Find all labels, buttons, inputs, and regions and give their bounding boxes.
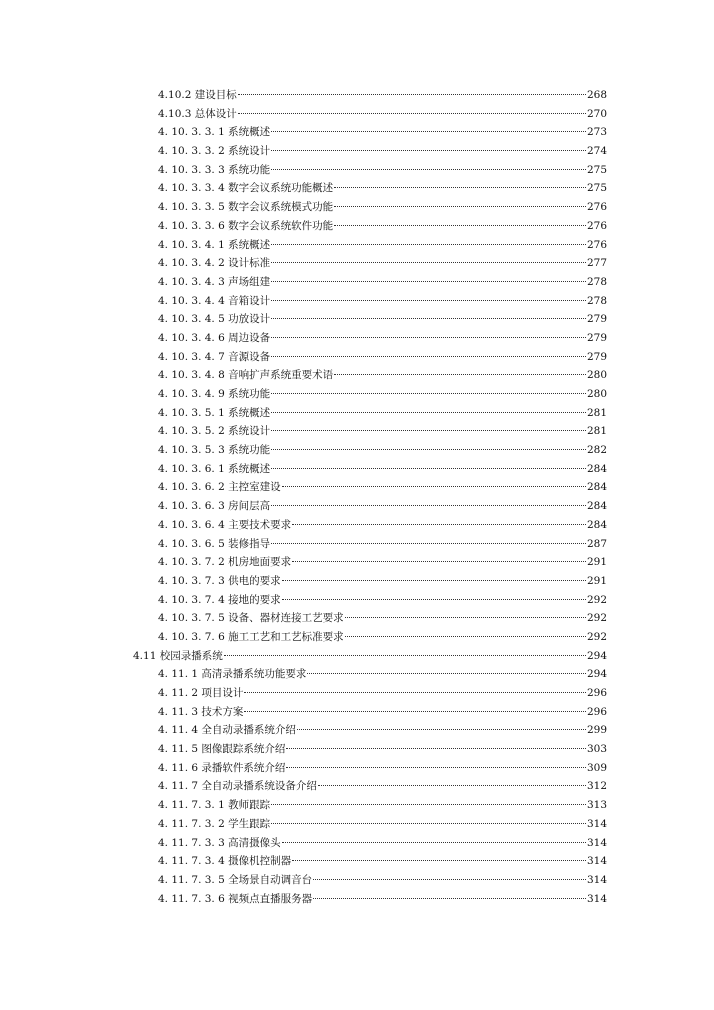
toc-dot-leader: [271, 356, 586, 357]
toc-dot-leader: [271, 169, 586, 170]
toc-dot-leader: [271, 412, 586, 413]
toc-entry-title: 4. 11. 6 录播软件系统介绍: [158, 761, 286, 774]
toc-dot-leader: [271, 318, 586, 319]
toc-dot-leader: [224, 655, 586, 656]
toc-entry[interactable]: [0, 105, 714, 124]
toc-entry-title: 4. 10. 3. 5. 2 系统设计: [158, 425, 271, 438]
toc-entry-page-number: 279: [586, 313, 607, 326]
toc-entry-page-number: 275: [586, 163, 607, 176]
toc-entry-page-number: 314: [586, 817, 607, 830]
toc-entry[interactable]: [0, 815, 714, 834]
toc-entry[interactable]: [0, 628, 714, 647]
toc-dot-leader: [271, 430, 586, 431]
toc-entry-title: 4. 11. 4 全自动录播系统介绍: [158, 724, 296, 737]
toc-entry-title: 4. 11. 7. 3. 2 学生跟踪: [158, 817, 271, 830]
toc-entry-title: 4. 10. 3. 6. 3 房间层高: [158, 500, 271, 513]
toc-entry-page-number: 296: [586, 687, 607, 699]
toc-entry-page-number: 299: [586, 724, 607, 737]
toc-entry-page-number: 276: [586, 238, 607, 251]
toc-entry[interactable]: [0, 497, 714, 516]
toc-entry-title: 4. 11. 7 全自动录播系统设备介绍: [158, 780, 317, 793]
toc-entry-title: 4. 10. 3. 3. 4 数字会议系统功能概述: [158, 182, 334, 195]
toc-entry-page-number: 268: [586, 89, 607, 101]
toc-entry[interactable]: [0, 852, 714, 871]
toc-entry[interactable]: [0, 871, 714, 890]
toc-entry-page-number: 287: [586, 537, 607, 550]
toc-entry-title: 4. 10. 3. 5. 3 系统功能: [158, 444, 271, 457]
toc-entry-title: 4. 10. 3. 7. 4 接地的要求: [158, 593, 281, 606]
toc-entry-page-number: 291: [586, 574, 607, 587]
toc-entry-title: 4. 10. 3. 4. 4 音箱设计: [158, 294, 271, 307]
toc-entry[interactable]: [0, 535, 714, 554]
toc-entry-title: 4.11 校园录播系统: [133, 649, 223, 662]
toc-entry[interactable]: [0, 292, 714, 311]
toc-entry[interactable]: [0, 329, 714, 348]
toc-entry-title: 4. 10. 3. 4. 6 周边设备: [158, 331, 271, 344]
toc-entry-page-number: 281: [586, 425, 607, 438]
toc-dot-leader: [271, 262, 586, 263]
toc-entry[interactable]: [0, 834, 714, 853]
toc-entry-title: 4. 10. 3. 7. 5 设备、器材连接工艺要求: [158, 612, 344, 625]
toc-entry[interactable]: [0, 441, 714, 460]
toc-entry-title: 4. 11. 7. 3. 4 摄像机控制器: [158, 855, 292, 868]
toc-entry[interactable]: [0, 796, 714, 815]
toc-entry[interactable]: [0, 591, 714, 610]
toc-entry-title: 4. 10. 3. 5. 1 系统概述: [158, 406, 271, 419]
toc-entry-title: 4. 10. 3. 7. 6 施工工艺和工艺标准要求: [158, 630, 344, 643]
toc-dot-leader: [292, 524, 586, 525]
toc-entry[interactable]: [0, 777, 714, 796]
toc-dot-leader: [238, 94, 586, 95]
toc-entry-title: 4. 11. 3 技术方案: [158, 705, 244, 718]
toc-entry-page-number: 273: [586, 126, 607, 139]
toc-entry-title: 4. 10. 3. 4. 1 系统概述: [158, 238, 271, 251]
toc-entry-page-number: 309: [586, 761, 607, 774]
toc-entry[interactable]: [0, 348, 714, 367]
toc-entry-title: 4. 10. 3. 6. 4 主要技术要求: [158, 518, 292, 531]
toc-dot-leader: [244, 692, 586, 693]
toc-dot-leader: [318, 785, 586, 786]
toc-dot-leader: [345, 617, 586, 618]
toc-entry-page-number: 291: [586, 556, 607, 569]
toc-entry-title: 4.10.2 建设目标: [158, 89, 237, 101]
toc-entry-title: 4. 10. 3. 4. 7 音源设备: [158, 350, 271, 363]
toc-entry[interactable]: [0, 703, 714, 722]
toc-entry[interactable]: [0, 310, 714, 329]
toc-entry-page-number: 280: [586, 369, 607, 382]
toc-entry[interactable]: [0, 217, 714, 236]
toc-entry[interactable]: [0, 478, 714, 497]
toc-entry-title: 4. 10. 3. 4. 2 设计标准: [158, 257, 271, 270]
toc-dot-leader: [292, 561, 586, 562]
toc-entry[interactable]: [0, 572, 714, 591]
toc-entry-page-number: 275: [586, 182, 607, 195]
toc-entry[interactable]: [0, 273, 714, 292]
toc-dot-leader: [271, 543, 586, 544]
toc-entry-title: 4. 10. 3. 3. 2 系统设计: [158, 145, 271, 158]
toc-entry[interactable]: [0, 179, 714, 198]
toc-dot-leader: [271, 337, 586, 338]
toc-dot-leader: [271, 468, 586, 469]
toc-entry-page-number: 312: [586, 780, 607, 793]
toc-dot-leader: [271, 281, 586, 282]
toc-dot-leader: [307, 673, 586, 674]
toc-entry-page-number: 279: [586, 350, 607, 363]
toc-entry-title: 4. 10. 3. 3. 3 系统功能: [158, 163, 271, 176]
toc-dot-leader: [282, 486, 586, 487]
toc-entry-title: 4. 10. 3. 4. 5 功放设计: [158, 313, 271, 326]
toc-dot-leader: [271, 804, 586, 805]
toc-entry-title: 4. 11. 7. 3. 6 视频点直播服务器: [158, 892, 313, 905]
toc-dot-leader: [286, 767, 586, 768]
toc-entry-page-number: 292: [586, 593, 607, 606]
toc-entry-page-number: 276: [586, 201, 607, 214]
toc-entry-page-number: 278: [586, 275, 607, 288]
toc-dot-leader: [238, 113, 586, 114]
toc-entry-page-number: 281: [586, 406, 607, 419]
toc-entry-title: 4. 10. 3. 4. 9 系统功能: [158, 388, 271, 400]
toc-entry-page-number: 314: [586, 836, 607, 849]
toc-dot-leader: [271, 131, 586, 132]
toc-entry[interactable]: [0, 254, 714, 273]
toc-dot-leader: [282, 599, 586, 600]
toc-entry[interactable]: [0, 460, 714, 479]
toc-dot-leader: [271, 300, 586, 301]
table-of-contents: [0, 86, 714, 908]
toc-entry-title: 4. 10. 3. 6. 5 装修指导: [158, 537, 271, 550]
toc-entry[interactable]: [0, 721, 714, 740]
toc-dot-leader: [334, 225, 586, 226]
toc-entry-title: 4. 11. 1 高清录播系统功能要求: [158, 668, 307, 681]
toc-entry-title: 4. 10. 3. 4. 8 音响扩声系统重要术语: [158, 369, 334, 382]
toc-dot-leader: [271, 244, 586, 245]
toc-entry-page-number: 280: [586, 388, 607, 400]
toc-dot-leader: [313, 898, 586, 899]
toc-entry[interactable]: [0, 236, 714, 255]
toc-entry-page-number: 284: [586, 518, 607, 531]
toc-entry-title: 4. 10. 3. 3. 6 数字会议系统软件功能: [158, 219, 334, 232]
toc-entry[interactable]: [0, 684, 714, 703]
toc-entry[interactable]: [0, 890, 714, 909]
toc-entry[interactable]: [0, 123, 714, 142]
toc-entry[interactable]: [0, 740, 714, 759]
toc-entry-title: 4. 10. 3. 6. 1 系统概述: [158, 462, 271, 475]
toc-entry-page-number: 292: [586, 630, 607, 643]
toc-entry-page-number: 296: [586, 705, 607, 718]
toc-entry[interactable]: [0, 86, 714, 105]
toc-entry-title: 4. 11. 2 项目设计: [158, 687, 244, 699]
toc-dot-leader: [334, 206, 586, 207]
toc-entry-page-number: 303: [586, 743, 607, 756]
toc-dot-leader: [292, 860, 586, 861]
toc-entry-page-number: 314: [586, 873, 607, 886]
toc-entry[interactable]: [0, 366, 714, 385]
toc-entry[interactable]: [0, 142, 714, 161]
toc-entry[interactable]: [0, 609, 714, 628]
toc-entry-page-number: 277: [586, 257, 607, 270]
toc-entry-title: 4. 10. 3. 3. 5 数字会议系统模式功能: [158, 201, 334, 214]
toc-entry-page-number: 276: [586, 219, 607, 232]
toc-entry-title: 4. 10. 3. 7. 2 机房地面要求: [158, 556, 292, 569]
toc-dot-leader: [271, 449, 586, 450]
toc-entry-page-number: 294: [586, 649, 607, 662]
toc-dot-leader: [286, 748, 586, 749]
toc-entry-title: 4.10.3 总体设计: [158, 107, 237, 120]
toc-entry-title: 4. 11. 7. 3. 5 全场景自动调音台: [158, 873, 313, 886]
toc-dot-leader: [271, 823, 586, 824]
toc-entry-page-number: 284: [586, 500, 607, 513]
toc-entry-page-number: 278: [586, 294, 607, 307]
toc-entry[interactable]: [0, 759, 714, 778]
toc-entry-page-number: 284: [586, 462, 607, 475]
toc-entry-page-number: 314: [586, 855, 607, 868]
toc-entry-page-number: 292: [586, 612, 607, 625]
toc-entry-title: 4. 11. 5 图像跟踪系统介绍: [158, 743, 286, 756]
toc-dot-leader: [334, 374, 586, 375]
toc-dot-leader: [297, 729, 586, 730]
toc-entry-page-number: 270: [586, 107, 607, 120]
toc-entry-title: 4. 11. 7. 3. 1 教师跟踪: [158, 799, 271, 812]
toc-entry-page-number: 313: [586, 799, 607, 812]
toc-entry-title: 4. 10. 3. 3. 1 系统概述: [158, 126, 271, 139]
toc-entry-page-number: 282: [586, 444, 607, 457]
toc-entry-page-number: 274: [586, 145, 607, 158]
toc-entry[interactable]: [0, 553, 714, 572]
toc-dot-leader: [244, 711, 586, 712]
toc-dot-leader: [271, 393, 586, 394]
toc-entry[interactable]: [0, 516, 714, 535]
toc-entry-page-number: 279: [586, 331, 607, 344]
toc-entry[interactable]: [0, 198, 714, 217]
toc-dot-leader: [271, 150, 586, 151]
toc-dot-leader: [271, 505, 586, 506]
toc-entry-title: 4. 10. 3. 4. 3 声场组建: [158, 275, 271, 288]
toc-entry-title: 4. 11. 7. 3. 3 高清摄像头: [158, 836, 281, 849]
toc-dot-leader: [313, 879, 586, 880]
toc-entry[interactable]: [0, 647, 714, 666]
toc-entry-page-number: 284: [586, 481, 607, 494]
toc-entry-title: 4. 10. 3. 6. 2 主控室建设: [158, 481, 281, 494]
toc-entry[interactable]: [0, 665, 714, 684]
toc-entry-page-number: 314: [586, 892, 607, 905]
toc-entry[interactable]: [0, 404, 714, 423]
toc-entry-title: 4. 10. 3. 7. 3 供电的要求: [158, 574, 281, 587]
toc-dot-leader: [345, 636, 586, 637]
toc-entry[interactable]: [0, 161, 714, 180]
toc-entry[interactable]: [0, 422, 714, 441]
toc-entry-page-number: 294: [586, 668, 607, 681]
toc-dot-leader: [282, 842, 586, 843]
toc-dot-leader: [282, 580, 586, 581]
toc-entry[interactable]: [0, 385, 714, 404]
toc-dot-leader: [334, 187, 586, 188]
